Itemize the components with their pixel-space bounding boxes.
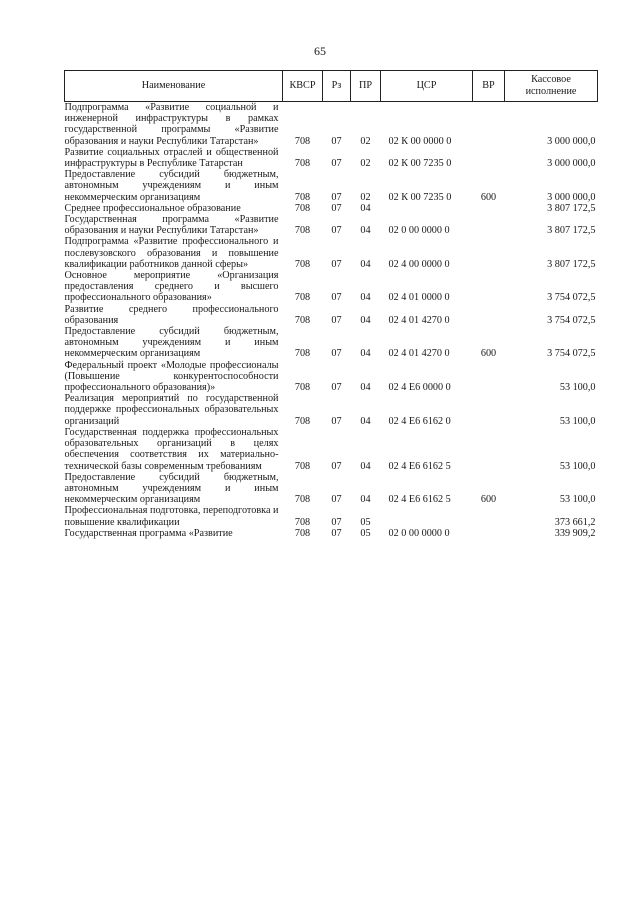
cell-csr: 02 К 00 0000 0	[388, 135, 452, 147]
cell-kvsr: 708	[294, 382, 311, 394]
cell-kvsr: 708	[294, 314, 311, 326]
cell-csr	[381, 505, 473, 527]
cell-kvsr: 708	[294, 415, 311, 427]
table-row	[65, 393, 598, 427]
cell-sum: 3 807 172,5	[547, 202, 596, 214]
cell-rz: 07	[331, 158, 342, 170]
page-number: 65	[314, 44, 326, 58]
cell-pr: 05	[360, 527, 371, 539]
cell-vr	[473, 393, 505, 427]
table-row	[65, 102, 598, 147]
cell-name: Среднее профессиональное образование	[64, 202, 241, 214]
cell-kvsr: 708	[294, 191, 311, 203]
cell-kvsr: 708	[294, 348, 311, 360]
cell-kvsr: 708	[294, 527, 311, 539]
header-csr: ЦСР	[381, 71, 473, 102]
cell-vr	[473, 147, 505, 169]
cell-rz: 07	[331, 135, 342, 147]
table-row	[65, 505, 598, 527]
cell-csr: 02 4 Е6 6162 5	[388, 460, 451, 472]
cell-sum: 3 754 072,5	[547, 292, 596, 304]
cell-pr: 02	[360, 158, 371, 170]
cell-rz: 07	[331, 527, 342, 539]
cell-kvsr: 708	[294, 135, 311, 147]
table-row	[65, 304, 598, 326]
cell-name: Профессиональная подготовка, переподготовка и повышение квалификации	[64, 505, 279, 528]
cell-rz: 07	[331, 202, 342, 214]
cell-kvsr: 708	[294, 516, 311, 528]
cell-rz: 07	[331, 225, 342, 237]
cell-pr: 04	[360, 202, 371, 214]
cell-name: Федеральный проект «Молодые профессионалы (Повышение конкурентоспособности профессионального образования)»	[64, 359, 279, 394]
cell-name: Подпрограмма «Развитие социальной и инженерной инфраструктуры в рамках государственной программы «Развитие образования и науки Республики Татарстан»	[64, 102, 279, 147]
cell-vr	[473, 427, 505, 472]
cell-name: Государственная программа «Развитие образования и науки Республики Татарстан»	[64, 214, 279, 237]
cell-sum: 3 807 172,5	[547, 225, 596, 237]
cell-sum: 3 754 072,5	[547, 348, 596, 360]
budget-table	[64, 70, 598, 539]
cell-name: Государственная программа «Развитие	[64, 527, 233, 539]
cell-csr: 02 4 Е6 6162 0	[388, 415, 451, 427]
cell-pr: 04	[360, 415, 371, 427]
cell-pr: 02	[360, 135, 371, 147]
cell-sum: 53 100,0	[559, 415, 596, 427]
cell-csr: 02 К 00 7235 0	[388, 191, 452, 203]
cell-csr: 02 4 01 0000 0	[388, 292, 450, 304]
table-row	[65, 360, 598, 394]
cell-kvsr: 708	[294, 292, 311, 304]
table-row	[65, 169, 598, 203]
header-rz: Рз	[323, 71, 351, 102]
cell-kvsr: 708	[294, 494, 311, 506]
cell-csr	[381, 203, 473, 214]
table-row	[65, 236, 598, 270]
table-row	[65, 214, 598, 236]
header-name: Наименование	[65, 71, 283, 102]
table-body	[65, 102, 598, 539]
cell-vr	[473, 270, 505, 304]
cell-rz: 07	[331, 382, 342, 394]
cell-rz: 07	[331, 258, 342, 270]
cell-name: Развитие социальных отраслей и общественной инфраструктуры в Республике Татарстан	[64, 146, 279, 170]
cell-vr: 600	[480, 348, 497, 360]
cell-sum: 53 100,0	[559, 460, 596, 472]
cell-vr	[473, 203, 505, 214]
table-row	[65, 528, 598, 539]
cell-csr: 02 0 00 0000 0	[388, 225, 450, 237]
cell-rz: 07	[331, 494, 342, 506]
cell-name: Подпрограмма «Развитие профессионального и послевузовского образования и повышение квалификации работников данной сферы»	[64, 236, 279, 270]
cell-rz: 07	[331, 415, 342, 427]
cell-csr: 02 4 00 0000 0	[388, 258, 450, 270]
cell-csr: 02 4 Е6 6162 5	[388, 494, 451, 506]
cell-vr	[473, 214, 505, 236]
cell-pr: 04	[360, 314, 371, 326]
cell-name: Государственная поддержка профессиональных образовательных организаций в целях обеспечения соответствия их материально-технической базы современным требованиям	[64, 426, 279, 472]
cell-sum: 53 100,0	[559, 382, 596, 394]
header-kvsr: КВСР	[283, 71, 323, 102]
cell-rz: 07	[331, 191, 342, 203]
cell-pr: 04	[360, 258, 371, 270]
cell-kvsr: 708	[294, 225, 311, 237]
cell-pr: 04	[360, 382, 371, 394]
cell-pr: 04	[360, 292, 371, 304]
header-sum: Кассовое исполнение	[505, 71, 598, 102]
cell-sum: 373 661,2	[554, 516, 596, 528]
cell-vr	[473, 505, 505, 527]
cell-vr	[473, 304, 505, 326]
cell-rz: 07	[331, 314, 342, 326]
cell-vr	[473, 102, 505, 147]
cell-vr: 600	[480, 191, 497, 203]
table-row	[65, 472, 598, 506]
header-pr: ПР	[351, 71, 381, 102]
cell-pr: 04	[360, 494, 371, 506]
cell-sum: 3 807 172,5	[547, 258, 596, 270]
cell-sum: 339 909,2	[554, 527, 596, 539]
cell-csr: 02 4 01 4270 0	[388, 348, 450, 360]
cell-vr	[473, 528, 505, 539]
cell-pr: 04	[360, 460, 371, 472]
cell-kvsr: 708	[294, 202, 311, 214]
cell-rz: 07	[331, 460, 342, 472]
cell-name: Предоставление субсидий бюджетным, автономным учреждениям и иным некоммерческим организациям	[64, 471, 279, 506]
cell-vr	[473, 236, 505, 270]
cell-vr: 600	[480, 494, 497, 506]
table-row	[65, 270, 598, 304]
table-row	[65, 203, 598, 214]
table-header	[65, 71, 598, 102]
header-vr: ВР	[473, 71, 505, 102]
cell-sum: 53 100,0	[559, 494, 596, 506]
cell-pr: 04	[360, 225, 371, 237]
cell-csr: 02 0 00 0000 0	[388, 527, 450, 539]
cell-pr: 02	[360, 191, 371, 203]
table-row	[65, 326, 598, 360]
cell-name: Основное мероприятие «Организация предоставления среднего и высшего профессионального образования»	[64, 270, 279, 304]
cell-kvsr: 708	[294, 460, 311, 472]
cell-sum: 3 000 000,0	[547, 135, 596, 147]
cell-csr: 02 К 00 7235 0	[388, 158, 452, 170]
cell-name: Развитие среднего профессионального образования	[64, 303, 279, 326]
cell-pr: 04	[360, 348, 371, 360]
cell-kvsr: 708	[294, 258, 311, 270]
cell-csr: 02 4 Е6 0000 0	[388, 382, 451, 394]
cell-pr: 05	[360, 516, 371, 528]
cell-rz: 07	[331, 516, 342, 528]
table-row	[65, 427, 598, 472]
cell-name: Предоставление субсидий бюджетным, автономным учреждениям и иным некоммерческим организациям	[64, 169, 279, 203]
cell-sum: 3 000 000,0	[547, 158, 596, 170]
cell-vr	[473, 360, 505, 394]
cell-name: Предоставление субсидий бюджетным, автономным учреждениям и иным некоммерческим организациям	[64, 326, 279, 360]
cell-rz: 07	[331, 348, 342, 360]
cell-name: Реализация мероприятий по государственной поддержке профессиональных образовательных организаций	[64, 393, 279, 427]
cell-csr: 02 4 01 4270 0	[388, 314, 450, 326]
cell-sum: 3 754 072,5	[547, 314, 596, 326]
cell-kvsr: 708	[294, 158, 311, 170]
cell-rz: 07	[331, 292, 342, 304]
table-row	[65, 147, 598, 169]
cell-sum: 3 000 000,0	[547, 191, 596, 203]
